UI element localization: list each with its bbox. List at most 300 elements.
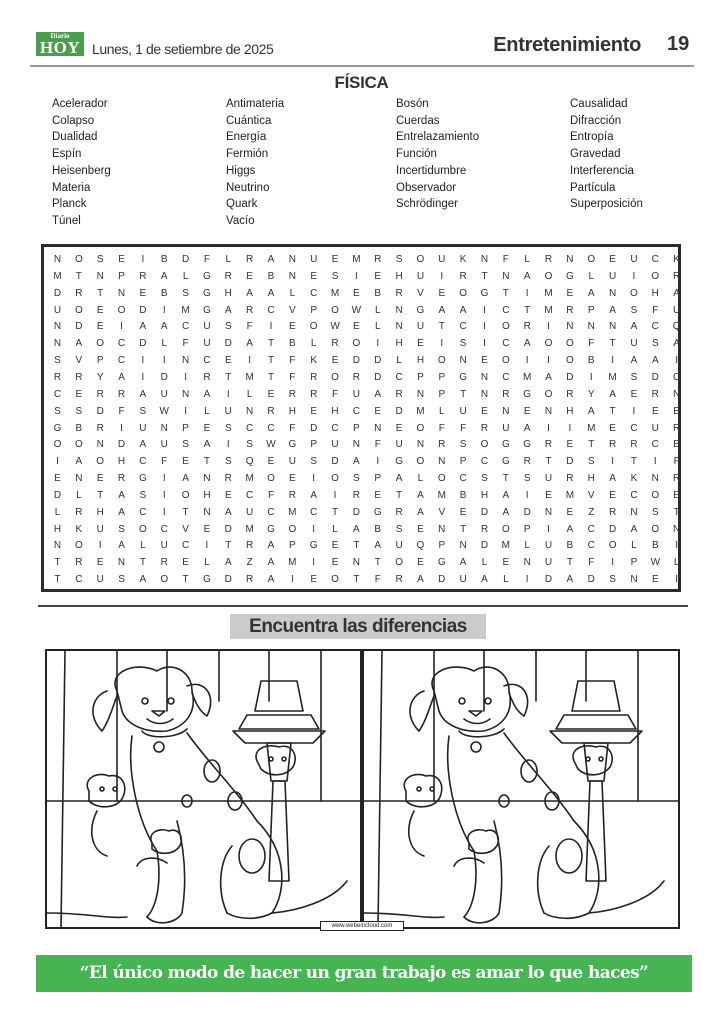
grid-letter[interactable]: M [501, 540, 511, 552]
grid-letter[interactable]: K [310, 355, 318, 367]
grid-letter[interactable]: T [460, 388, 467, 400]
grid-letter[interactable]: H [203, 489, 211, 501]
grid-letter[interactable]: A [523, 338, 531, 350]
grid-letter[interactable]: V [438, 506, 446, 518]
grid-letter[interactable]: N [566, 254, 574, 265]
grid-letter[interactable]: M [437, 489, 446, 501]
grid-letter[interactable]: D [310, 422, 318, 434]
grid-letter[interactable]: D [587, 574, 595, 586]
grid-letter[interactable]: S [118, 574, 125, 586]
grid-letter[interactable]: D [160, 371, 168, 383]
grid-letter[interactable]: I [333, 489, 337, 501]
grid-letter[interactable]: E [566, 287, 574, 299]
grid-letter[interactable]: E [374, 270, 382, 282]
grid-letter[interactable]: E [331, 540, 339, 552]
grid-letter[interactable]: T [396, 489, 403, 501]
grid-letter[interactable]: I [483, 321, 486, 333]
grid-letter[interactable]: F [182, 338, 189, 350]
grid-letter[interactable]: B [374, 523, 382, 535]
grid-letter[interactable]: R [374, 254, 382, 265]
grid-letter[interactable]: A [160, 270, 168, 282]
grid-letter[interactable]: R [160, 557, 168, 569]
grid-letter[interactable]: F [246, 321, 253, 333]
grid-letter[interactable]: O [544, 388, 553, 400]
grid-letter[interactable]: G [139, 473, 147, 485]
grid-letter[interactable]: T [502, 287, 509, 299]
grid-letter[interactable]: A [118, 489, 125, 501]
grid-letter[interactable]: T [97, 287, 104, 299]
grid-letter[interactable]: N [438, 523, 446, 535]
grid-letter[interactable]: B [374, 287, 382, 299]
grid-letter[interactable]: O [544, 270, 553, 282]
grid-letter[interactable]: M [608, 371, 617, 383]
grid-letter[interactable]: E [224, 355, 232, 367]
grid-letter[interactable]: D [566, 371, 574, 383]
grid-letter[interactable]: C [587, 540, 595, 552]
grid-letter[interactable]: F [460, 422, 467, 434]
grid-letter[interactable]: C [587, 523, 595, 535]
grid-letter[interactable]: U [459, 574, 467, 586]
grid-letter[interactable]: T [588, 439, 595, 451]
grid-letter[interactable]: M [330, 287, 340, 299]
grid-letter[interactable]: A [609, 473, 616, 485]
grid-letter[interactable]: C [651, 321, 659, 333]
grid-letter[interactable]: N [53, 540, 62, 552]
grid-letter[interactable]: U [160, 540, 168, 552]
grid-letter[interactable]: Q [672, 321, 681, 333]
grid-letter[interactable]: E [502, 557, 510, 569]
grid-letter[interactable]: E [374, 489, 382, 501]
grid-letter[interactable]: C [310, 287, 318, 299]
grid-letter[interactable]: I [547, 523, 550, 535]
grid-letter[interactable]: N [203, 506, 211, 518]
grid-letter[interactable]: G [288, 439, 297, 451]
grid-letter[interactable]: A [246, 338, 253, 350]
grid-letter[interactable]: H [566, 405, 574, 417]
grid-letter[interactable]: H [395, 338, 403, 350]
grid-letter[interactable]: F [267, 489, 275, 501]
grid-letter[interactable]: U [224, 405, 232, 417]
grid-letter[interactable]: N [181, 388, 190, 400]
grid-letter[interactable]: L [374, 304, 381, 316]
grid-letter[interactable]: C [331, 422, 339, 434]
grid-letter[interactable]: N [480, 388, 489, 400]
grid-letter[interactable]: E [673, 489, 680, 501]
grid-letter[interactable]: A [160, 321, 168, 333]
grid-letter[interactable]: I [547, 355, 550, 367]
grid-letter[interactable]: C [181, 321, 190, 333]
grid-letter[interactable]: E [96, 557, 104, 569]
grid-letter[interactable]: H [53, 523, 62, 535]
grid-letter[interactable]: I [162, 489, 166, 501]
grid-letter[interactable]: O [501, 355, 510, 367]
grid-letter[interactable]: T [203, 456, 210, 468]
grid-letter[interactable]: A [651, 355, 659, 367]
grid-letter[interactable]: A [75, 338, 83, 350]
grid-letter[interactable]: P [523, 523, 531, 535]
grid-letter[interactable]: N [438, 456, 446, 468]
grid-letter[interactable]: N [502, 405, 510, 417]
grid-letter[interactable]: C [53, 388, 62, 400]
grid-letter[interactable]: T [609, 338, 616, 350]
grid-letter[interactable]: E [630, 388, 638, 400]
grid-letter[interactable]: U [139, 422, 147, 434]
grid-letter[interactable]: D [139, 338, 147, 350]
grid-letter[interactable]: O [96, 338, 105, 350]
grid-letter[interactable]: W [351, 304, 362, 316]
grid-letter[interactable]: S [96, 254, 104, 265]
grid-letter[interactable]: U [651, 422, 659, 434]
grid-letter[interactable]: D [139, 304, 147, 316]
grid-letter[interactable]: E [395, 422, 403, 434]
grid-letter[interactable]: O [309, 321, 318, 333]
grid-letter[interactable]: T [331, 506, 339, 518]
grid-letter[interactable]: A [481, 574, 488, 586]
grid-letter[interactable]: R [310, 388, 318, 400]
grid-letter[interactable]: F [203, 254, 210, 265]
grid-letter[interactable]: O [181, 489, 190, 501]
grid-letter[interactable]: R [224, 270, 232, 282]
grid-letter[interactable]: I [632, 405, 636, 417]
grid-letter[interactable]: Y [587, 388, 595, 400]
grid-letter[interactable]: R [608, 506, 617, 518]
grid-letter[interactable]: N [523, 557, 531, 569]
grid-letter[interactable]: U [544, 557, 553, 569]
grid-letter[interactable]: L [588, 270, 595, 282]
grid-letter[interactable]: U [53, 304, 62, 316]
grid-letter[interactable]: Z [588, 506, 595, 518]
grid-letter[interactable]: O [651, 523, 660, 535]
grid-letter[interactable]: E [609, 422, 616, 434]
grid-letter[interactable]: S [118, 523, 125, 535]
grid-letter[interactable]: T [54, 557, 61, 569]
grid-letter[interactable]: B [566, 540, 574, 552]
grid-letter[interactable]: R [651, 388, 659, 400]
grid-letter[interactable]: T [438, 321, 445, 333]
grid-letter[interactable]: A [630, 523, 638, 535]
grid-letter[interactable]: O [288, 523, 297, 535]
grid-letter[interactable]: O [117, 304, 126, 316]
grid-letter[interactable]: K [75, 523, 83, 535]
grid-letter[interactable]: R [117, 473, 126, 485]
grid-letter[interactable]: E [417, 338, 424, 350]
grid-letter[interactable]: P [630, 557, 638, 569]
grid-letter[interactable]: N [96, 270, 104, 282]
grid-letter[interactable]: D [224, 523, 232, 535]
grid-letter[interactable]: R [53, 371, 62, 383]
grid-letter[interactable]: O [96, 456, 105, 468]
grid-letter[interactable]: N [480, 254, 489, 265]
grid-letter[interactable]: I [141, 254, 145, 265]
grid-letter[interactable]: I [675, 540, 679, 552]
grid-letter[interactable]: U [608, 270, 617, 282]
grid-letter[interactable]: H [416, 355, 425, 367]
grid-letter[interactable]: G [566, 270, 574, 282]
grid-letter[interactable]: F [289, 355, 296, 367]
grid-letter[interactable]: A [267, 574, 275, 586]
grid-letter[interactable]: E [246, 270, 253, 282]
grid-letter[interactable]: D [331, 456, 339, 468]
grid-letter[interactable]: O [74, 304, 83, 316]
grid-letter[interactable]: R [267, 405, 275, 417]
grid-letter[interactable]: E [289, 321, 296, 333]
grid-letter[interactable]: S [587, 456, 595, 468]
grid-letter[interactable]: I [355, 270, 358, 282]
grid-letter[interactable]: R [75, 557, 83, 569]
grid-letter[interactable]: U [96, 523, 104, 535]
grid-letter[interactable]: S [459, 439, 467, 451]
grid-letter[interactable]: B [289, 338, 296, 350]
grid-letter[interactable]: R [224, 473, 232, 485]
grid-letter[interactable]: R [544, 254, 553, 265]
grid-letter[interactable]: P [96, 355, 104, 367]
grid-letter[interactable]: O [501, 321, 510, 333]
grid-letter[interactable]: C [651, 254, 659, 265]
grid-letter[interactable]: A [118, 506, 125, 518]
grid-letter[interactable]: H [288, 405, 296, 417]
grid-letter[interactable]: L [310, 338, 317, 350]
grid-letter[interactable]: D [480, 506, 489, 518]
grid-letter[interactable]: N [651, 473, 659, 485]
grid-letter[interactable]: S [139, 405, 147, 417]
grid-letter[interactable]: N [96, 439, 104, 451]
grid-letter[interactable]: P [587, 304, 595, 316]
grid-letter[interactable]: P [310, 439, 318, 451]
grid-letter[interactable]: P [459, 456, 467, 468]
grid-letter[interactable]: T [374, 557, 381, 569]
grid-letter[interactable]: L [673, 557, 680, 569]
grid-letter[interactable]: O [160, 574, 169, 586]
grid-letter[interactable]: E [438, 287, 446, 299]
grid-letter[interactable]: A [459, 557, 467, 569]
grid-letter[interactable]: A [267, 287, 275, 299]
grid-letter[interactable]: C [630, 489, 638, 501]
grid-letter[interactable]: A [374, 540, 382, 552]
grid-letter[interactable]: N [544, 506, 553, 518]
grid-letter[interactable]: N [75, 473, 83, 485]
grid-letter[interactable]: I [184, 371, 187, 383]
grid-letter[interactable]: A [224, 557, 232, 569]
grid-letter[interactable]: G [203, 574, 211, 586]
grid-letter[interactable]: N [288, 270, 296, 282]
grid-letter[interactable]: E [267, 388, 275, 400]
grid-letter[interactable]: T [481, 270, 488, 282]
grid-letter[interactable]: I [312, 557, 316, 569]
grid-letter[interactable]: H [331, 405, 339, 417]
grid-letter[interactable]: I [120, 422, 123, 434]
grid-letter[interactable]: F [502, 254, 509, 265]
grid-letter[interactable]: R [203, 371, 211, 383]
grid-letter[interactable]: T [609, 405, 616, 417]
grid-letter[interactable]: E [545, 489, 552, 501]
grid-letter[interactable]: L [332, 523, 338, 535]
grid-letter[interactable]: N [416, 439, 425, 451]
grid-letter[interactable]: T [267, 371, 275, 383]
grid-letter[interactable]: R [395, 388, 403, 400]
grid-letter[interactable]: E [673, 405, 680, 417]
grid-letter[interactable]: I [312, 473, 316, 485]
grid-letter[interactable]: E [481, 355, 488, 367]
grid-letter[interactable]: A [673, 287, 680, 299]
grid-letter[interactable]: G [480, 287, 489, 299]
grid-letter[interactable]: N [459, 540, 467, 552]
grid-letter[interactable]: I [589, 371, 593, 383]
grid-letter[interactable]: C [246, 422, 254, 434]
grid-letter[interactable]: L [439, 405, 445, 417]
grid-letter[interactable]: D [523, 506, 531, 518]
grid-letter[interactable]: A [438, 304, 446, 316]
grid-letter[interactable]: R [673, 422, 681, 434]
grid-letter[interactable]: B [587, 355, 595, 367]
grid-letter[interactable]: L [76, 489, 82, 501]
grid-letter[interactable]: U [630, 254, 638, 265]
grid-letter[interactable]: U [395, 439, 403, 451]
grid-letter[interactable]: E [75, 388, 83, 400]
grid-letter[interactable]: M [416, 405, 425, 417]
grid-letter[interactable]: H [117, 456, 126, 468]
grid-letter[interactable]: A [630, 355, 638, 367]
grid-letter[interactable]: W [650, 557, 661, 569]
grid-letter[interactable]: E [96, 304, 104, 316]
grid-letter[interactable]: D [566, 456, 574, 468]
grid-letter[interactable]: H [480, 489, 489, 501]
grid-letter[interactable]: N [459, 355, 467, 367]
grid-letter[interactable]: T [97, 489, 104, 501]
grid-letter[interactable]: F [588, 338, 595, 350]
grid-letter[interactable]: R [75, 287, 83, 299]
grid-letter[interactable]: I [141, 355, 145, 367]
grid-letter[interactable]: A [502, 489, 510, 501]
grid-letter[interactable]: A [75, 456, 83, 468]
grid-letter[interactable]: E [331, 355, 339, 367]
grid-letter[interactable]: E [289, 473, 296, 485]
grid-letter[interactable]: P [182, 422, 189, 434]
grid-letter[interactable]: T [225, 371, 232, 383]
grid-letter[interactable]: R [608, 439, 617, 451]
grid-letter[interactable]: D [53, 489, 62, 501]
grid-letter[interactable]: M [565, 489, 575, 501]
grid-letter[interactable]: R [544, 439, 553, 451]
grid-letter[interactable]: C [352, 405, 360, 417]
grid-letter[interactable]: O [74, 439, 83, 451]
grid-letter[interactable]: M [245, 523, 254, 535]
grid-letter[interactable]: R [310, 371, 318, 383]
grid-letter[interactable]: A [523, 270, 531, 282]
grid-letter[interactable]: O [459, 287, 468, 299]
grid-letter[interactable]: P [438, 371, 446, 383]
grid-letter[interactable]: E [203, 422, 211, 434]
grid-letter[interactable]: O [416, 254, 425, 265]
grid-letter[interactable]: F [438, 422, 445, 434]
grid-letter[interactable]: S [651, 338, 659, 350]
grid-letter[interactable]: C [310, 506, 318, 518]
grid-letter[interactable]: K [673, 254, 680, 265]
grid-letter[interactable]: G [416, 304, 425, 316]
grid-letter[interactable]: T [502, 473, 509, 485]
grid-letter[interactable]: L [182, 270, 189, 282]
grid-letter[interactable]: C [502, 371, 510, 383]
grid-letter[interactable]: N [53, 338, 62, 350]
grid-letter[interactable]: U [160, 439, 168, 451]
grid-letter[interactable]: S [459, 338, 467, 350]
grid-letter[interactable]: O [437, 473, 446, 485]
grid-letter[interactable]: A [182, 473, 189, 485]
grid-letter[interactable]: D [544, 574, 553, 586]
grid-letter[interactable]: G [203, 270, 211, 282]
grid-letter[interactable]: U [203, 321, 211, 333]
grid-letter[interactable]: E [139, 287, 147, 299]
grid-letter[interactable]: S [331, 270, 339, 282]
grid-letter[interactable]: D [651, 371, 659, 383]
grid-letter[interactable]: I [226, 388, 230, 400]
grid-letter[interactable]: S [54, 405, 61, 417]
grid-letter[interactable]: O [437, 355, 446, 367]
grid-letter[interactable]: G [459, 371, 468, 383]
grid-letter[interactable]: O [566, 338, 574, 350]
grid-letter[interactable]: B [75, 422, 83, 434]
grid-letter[interactable]: E [609, 254, 616, 265]
grid-letter[interactable]: M [523, 371, 532, 383]
grid-letter[interactable]: S [182, 287, 189, 299]
grid-letter[interactable]: L [503, 574, 509, 586]
grid-letter[interactable]: P [289, 540, 296, 552]
grid-letter[interactable]: L [524, 254, 530, 265]
grid-letter[interactable]: N [352, 557, 360, 569]
grid-letter[interactable]: N [53, 254, 62, 265]
grid-letter[interactable]: C [267, 422, 275, 434]
grid-letter[interactable]: E [523, 405, 531, 417]
grid-letter[interactable]: M [544, 287, 553, 299]
grid-letter[interactable]: I [525, 489, 529, 501]
grid-letter[interactable]: A [395, 473, 403, 485]
grid-letter[interactable]: S [310, 456, 318, 468]
grid-letter[interactable]: N [587, 321, 595, 333]
grid-letter[interactable]: U [544, 473, 553, 485]
grid-letter[interactable]: C [246, 489, 254, 501]
grid-letter[interactable]: F [161, 456, 168, 468]
grid-letter[interactable]: U [438, 254, 446, 265]
grid-letter[interactable]: P [417, 371, 424, 383]
grid-letter[interactable]: T [139, 557, 146, 569]
grid-letter[interactable]: H [224, 287, 232, 299]
grid-letter[interactable]: G [523, 388, 532, 400]
grid-letter[interactable]: N [673, 388, 681, 400]
grid-letter[interactable]: M [288, 506, 297, 518]
grid-letter[interactable]: A [139, 321, 147, 333]
grid-letter[interactable]: L [54, 506, 61, 518]
grid-letter[interactable]: O [416, 456, 425, 468]
grid-letter[interactable]: S [139, 489, 147, 501]
grid-letter[interactable]: U [331, 439, 339, 451]
grid-letter[interactable]: S [630, 371, 638, 383]
grid-letter[interactable]: I [675, 355, 679, 367]
grid-letter[interactable]: G [267, 523, 275, 535]
grid-letter[interactable]: S [651, 506, 659, 518]
grid-letter[interactable]: F [588, 557, 595, 569]
grid-letter[interactable]: O [501, 523, 510, 535]
grid-letter[interactable]: R [502, 388, 510, 400]
grid-letter[interactable]: R [352, 489, 360, 501]
grid-letter[interactable]: I [525, 355, 529, 367]
grid-letter[interactable]: E [417, 523, 424, 535]
grid-letter[interactable]: U [630, 338, 638, 350]
grid-letter[interactable]: O [587, 254, 596, 265]
grid-letter[interactable]: R [673, 473, 681, 485]
grid-letter[interactable]: T [545, 456, 552, 468]
grid-letter[interactable]: R [395, 506, 403, 518]
grid-letter[interactable]: R [566, 304, 574, 316]
grid-letter[interactable]: T [524, 304, 531, 316]
